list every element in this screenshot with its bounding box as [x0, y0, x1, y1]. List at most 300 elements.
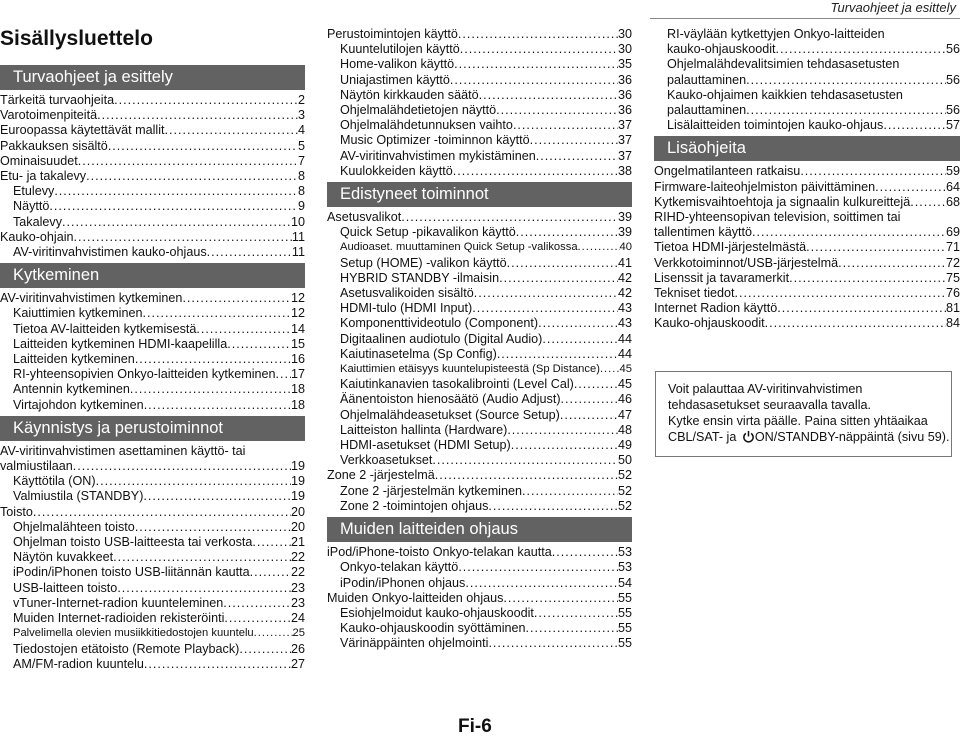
toc-entry-title: Quick Setup -pikavalikon käyttö	[340, 225, 516, 240]
toc-entry-page: 46	[617, 392, 632, 407]
toc-entry-page: 7	[297, 153, 305, 168]
toc-entry-title: Kauko-ohjaimen kaikkien tehdasasetusten	[667, 87, 903, 102]
toc-entry-page: 64	[945, 179, 960, 194]
toc-entry-title: Onkyo-telakan käyttö	[340, 560, 459, 575]
toc-entry-page: 18	[290, 382, 305, 397]
toc-entry[interactable]	[0, 581, 305, 596]
toc-entry-page: 53	[617, 545, 632, 560]
toc-entry-title: Ongelmatilanteen ratkaisu	[654, 164, 801, 179]
dot-leader	[806, 240, 946, 255]
toc-entry-page: 40	[619, 241, 632, 254]
toc-entry[interactable]	[0, 520, 305, 535]
toc-entry-title: Tiedostojen etätoisto (Remote Playback)	[13, 641, 240, 656]
toc-entry-title: HYBRID STANDBY -ilmaisin	[340, 270, 500, 285]
toc-entry-page: 18	[290, 397, 305, 412]
toc-entry-page: 43	[617, 316, 632, 331]
dot-leader	[54, 184, 298, 199]
dot-leader	[578, 240, 620, 255]
toc-entry[interactable]	[0, 535, 305, 550]
toc-entry[interactable]	[0, 489, 305, 504]
note-line: tehdasasetukset seuraavalla tavalla.	[668, 398, 872, 412]
toc-entry-page: 48	[617, 422, 632, 437]
dot-leader	[536, 149, 618, 164]
toc-entry-title: Laitteiden kytkeminen	[13, 352, 135, 367]
toc-entry-page: 9	[297, 199, 305, 214]
toc-entry[interactable]	[0, 565, 305, 580]
reset-note-box	[655, 371, 952, 457]
toc-entry-page: 44	[617, 346, 632, 361]
toc-entry-page: 30	[617, 42, 632, 57]
dot-leader	[474, 286, 618, 301]
dot-leader	[108, 139, 298, 154]
toc-entry-page: 12	[290, 291, 305, 306]
toc-entry-title: Komponenttivideotulo (Component)	[340, 316, 539, 331]
dot-leader	[49, 199, 298, 214]
dot-leader	[522, 484, 618, 499]
toc-entry[interactable]	[327, 332, 632, 347]
toc-entry-page: 59	[945, 164, 960, 179]
toc-entry-title: Etu- ja takalevy	[0, 169, 87, 184]
toc-entry-page: 57	[945, 118, 960, 133]
toc-entry-title: AV-viritinvahvistimen kauko-ohjaus	[13, 245, 207, 260]
toc-entry-title: Toisto	[0, 504, 33, 519]
toc-entry-title: Ominaisuudet	[0, 153, 78, 168]
toc-entry[interactable]	[327, 118, 632, 133]
toc-entry-title: Asetusvalikot	[327, 210, 402, 225]
dot-leader	[458, 560, 618, 575]
toc-entry[interactable]	[0, 337, 305, 352]
note-line: Voit palauttaa AV-viritinvahvistimen	[668, 382, 863, 396]
toc-entry-page: 23	[290, 580, 305, 595]
toc-entry[interactable]	[0, 154, 305, 169]
dot-leader	[503, 591, 618, 606]
dot-leader	[97, 108, 298, 123]
toc-entry[interactable]	[327, 408, 632, 423]
header-rule	[650, 18, 960, 19]
toc-entry[interactable]	[0, 123, 305, 138]
toc-entry-page: 12	[290, 306, 305, 321]
toc-entry-page: 45	[619, 363, 632, 376]
toc-entry-title: RIHD-yhteensopivan television, soittimen tai	[654, 210, 901, 225]
dot-leader	[910, 195, 946, 210]
toc-entry-title: iPodin/iPhonen ohjaus	[340, 575, 466, 590]
dot-leader	[789, 271, 946, 286]
toc-entry-page: 2	[297, 93, 305, 107]
dot-leader	[276, 367, 291, 382]
dot-leader	[513, 118, 618, 133]
toc-entry[interactable]	[0, 352, 305, 367]
toc-entry-title: Laitteiston hallinta (Hardware)	[340, 422, 508, 437]
toc-entry-title: Internet Radion käyttö	[654, 301, 778, 316]
toc-entry[interactable]	[654, 316, 960, 331]
toc-entry[interactable]	[0, 93, 305, 108]
toc-entry-title: Kuuntelutilojen käyttö	[340, 42, 460, 57]
toc-entry-title: Verkkoasetukset	[340, 453, 433, 468]
toc-entry-page: 19	[290, 474, 305, 489]
toc-entry-page: 52	[617, 468, 632, 483]
toc-entry[interactable]	[0, 215, 305, 230]
section-heading: Muiden laitteiden ohjaus	[327, 517, 632, 542]
toc-entry-page: 8	[297, 184, 305, 199]
toc-entry[interactable]	[0, 444, 305, 474]
dot-leader	[117, 581, 291, 596]
toc-entry[interactable]	[327, 271, 632, 286]
toc-entry[interactable]	[0, 291, 305, 306]
dot-leader	[776, 42, 946, 57]
dot-leader	[488, 499, 618, 514]
toc-entry[interactable]	[654, 27, 960, 57]
dot-leader	[227, 337, 291, 352]
toc-entry[interactable]	[654, 256, 960, 271]
dot-leader	[143, 489, 291, 504]
toc-entry-title: Näytön kirkkauden säätö	[340, 87, 479, 102]
toc-entry[interactable]	[0, 139, 305, 154]
toc-entry-title: Ohjelman toisto USB-laitteesta tai verkosta	[13, 535, 253, 550]
toc-entry[interactable]	[327, 88, 632, 103]
dot-leader	[144, 657, 291, 672]
dot-leader	[574, 377, 618, 392]
toc-entry-page: 84	[945, 316, 960, 331]
toc-entry-title: vTuner-Internet-radion kuunteleminen	[13, 595, 224, 610]
dot-leader	[496, 103, 618, 118]
toc-entry[interactable]	[0, 626, 305, 641]
dot-leader	[507, 256, 618, 271]
toc-entry[interactable]	[327, 636, 632, 651]
dot-leader	[542, 332, 618, 347]
toc-entry[interactable]	[0, 199, 305, 214]
dot-leader	[534, 606, 618, 621]
toc-entry[interactable]	[327, 484, 632, 499]
dot-leader	[746, 73, 946, 88]
toc-entry[interactable]	[0, 596, 305, 611]
toc-entry-page: 49	[617, 438, 632, 453]
toc-entry[interactable]	[654, 118, 960, 133]
toc-entry[interactable]	[654, 286, 960, 301]
dot-leader	[254, 626, 293, 641]
toc-entry[interactable]	[0, 657, 305, 672]
note-text: ON/STANDBY-näppäintä (sivu 59).	[754, 430, 950, 444]
toc-column-1	[0, 65, 305, 672]
toc-entry-title: iPod/iPhone-toisto Onkyo-telakan kautta	[327, 545, 552, 560]
toc-entry-title: Kauko-ohjauskoodit	[654, 316, 765, 331]
toc-entry[interactable]	[327, 316, 632, 331]
dot-leader	[511, 438, 618, 453]
dot-leader	[765, 316, 946, 331]
toc-entry-title: Zone 2 -toimintojen ohjaus	[340, 498, 489, 513]
toc-column-3	[654, 27, 960, 332]
toc-entry[interactable]	[327, 560, 632, 575]
toc-entry-page: 20	[290, 519, 305, 534]
toc-entry[interactable]	[327, 499, 632, 514]
toc-entry-title: HDMI-tulo (HDMI Input)	[340, 301, 473, 316]
dot-leader	[401, 210, 618, 225]
toc-entry-title: RI-väylään kytkettyjen Onkyo-laitteiden	[667, 27, 885, 41]
toc-entry[interactable]	[654, 88, 960, 118]
toc-entry-page: 45	[617, 377, 632, 392]
dot-leader	[74, 230, 292, 245]
toc-entry-page: 22	[290, 565, 305, 580]
toc-entry[interactable]	[0, 382, 305, 397]
toc-entry-title: Zone 2 -järjestelmä	[327, 468, 435, 483]
toc-entry[interactable]	[654, 164, 960, 179]
dot-leader	[507, 423, 618, 438]
dot-leader	[488, 636, 618, 651]
dot-leader	[224, 611, 291, 626]
toc-entry-title: Kaiutinasetelma (Sp Config)	[340, 346, 497, 361]
toc-entry[interactable]	[327, 149, 632, 164]
dot-leader	[777, 301, 946, 316]
toc-entry[interactable]	[327, 27, 632, 42]
toc-column-2	[327, 27, 632, 652]
toc-entry[interactable]	[327, 576, 632, 591]
toc-entry[interactable]	[327, 57, 632, 72]
page-title: Sisällysluettelo	[0, 27, 153, 50]
note-line	[668, 429, 951, 445]
toc-entry-title: Näytön kuvakkeet	[13, 550, 114, 565]
toc-entry-page: 53	[617, 560, 632, 575]
dot-leader	[62, 215, 291, 230]
toc-entry-title: iPodin/iPhonen toisto USB-liitännän kautta	[13, 565, 250, 580]
toc-entry-page: 11	[291, 245, 305, 260]
toc-entry-title: Äänentoiston hienosäätö (Audio Adjust)	[340, 392, 561, 407]
toc-entry-title: Perustoimintojen käyttö	[327, 27, 458, 41]
toc-entry-page: 17	[290, 367, 305, 382]
dot-leader	[875, 180, 946, 195]
toc-entry[interactable]	[0, 245, 305, 260]
dot-leader	[746, 103, 946, 118]
toc-entry[interactable]	[327, 392, 632, 407]
dot-leader	[526, 621, 618, 636]
page-number: Fi-6	[458, 716, 492, 736]
dot-leader	[130, 382, 291, 397]
toc-entry[interactable]	[327, 164, 632, 179]
toc-entry-page: 16	[290, 352, 305, 367]
dot-leader	[135, 352, 291, 367]
dot-leader	[752, 225, 946, 240]
section-heading: Kytkeminen	[0, 263, 305, 288]
toc-entry[interactable]	[0, 367, 305, 382]
toc-entry-page: 55	[617, 636, 632, 651]
toc-entry[interactable]	[327, 621, 632, 636]
toc-entry-page: 56	[945, 103, 960, 118]
toc-entry[interactable]	[327, 225, 632, 240]
toc-entry-page: 43	[617, 301, 632, 316]
toc-entry-title: Kuulokkeiden käyttö	[340, 163, 453, 178]
dot-leader	[135, 520, 291, 535]
toc-entry-title: Valmiustila (STANDBY)	[13, 489, 144, 504]
toc-entry-title: HDMI-asetukset (HDMI Setup)	[340, 438, 511, 453]
toc-entry-title: Kauko-ohjain	[0, 229, 74, 244]
toc-entry-page: 47	[617, 407, 632, 422]
toc-entry[interactable]	[327, 240, 632, 255]
toc-entry-title: Ohjelmalähdevalitsimien tehdasasetusten	[667, 57, 900, 72]
toc-entry[interactable]	[327, 591, 632, 606]
toc-entry[interactable]	[654, 57, 960, 87]
dot-leader	[458, 27, 618, 42]
toc-entry[interactable]	[0, 322, 305, 337]
toc-entry-page: 39	[617, 225, 632, 240]
toc-entry[interactable]	[327, 545, 632, 560]
toc-entry[interactable]	[0, 169, 305, 184]
toc-entry-page: 54	[617, 575, 632, 590]
toc-entry-page: 41	[617, 255, 632, 270]
toc-entry-page: 71	[945, 240, 960, 255]
toc-entry-title: Music Optimizer -toiminnon käyttö	[340, 133, 530, 148]
toc-entry-page: 36	[617, 72, 632, 87]
toc-entry-page: 15	[290, 336, 305, 351]
toc-entry-page: 42	[617, 286, 632, 301]
dot-leader	[435, 468, 618, 483]
toc-entry-title: Kaiuttimien etäisyys kuuntelupisteestä (Sp Distance)	[340, 363, 600, 376]
toc-entry[interactable]	[327, 423, 632, 438]
dot-leader	[472, 301, 618, 316]
toc-entry[interactable]	[0, 306, 305, 321]
toc-entry[interactable]	[654, 301, 960, 316]
toc-entry-page: 68	[945, 194, 960, 209]
toc-entry[interactable]	[0, 642, 305, 657]
dot-leader	[530, 133, 618, 148]
dot-leader	[479, 88, 618, 103]
toc-entry[interactable]	[0, 398, 305, 413]
toc-entry-page: 21	[290, 535, 305, 550]
toc-entry-title: AV-viritinvahvistimen asettaminen käyttö- tai	[0, 443, 246, 458]
toc-entry-page: 39	[617, 210, 632, 225]
toc-entry-page: 25	[292, 627, 305, 640]
toc-entry[interactable]	[0, 474, 305, 489]
toc-entry-title: Tietoa HDMI-järjestelmästä	[654, 240, 807, 255]
toc-entry-page: 27	[290, 656, 305, 671]
toc-entry-title: Tärkeitä turvaohjeita	[0, 93, 115, 107]
dot-leader	[538, 316, 618, 331]
toc-entry-page: 3	[297, 108, 305, 123]
toc-entry-page: 69	[945, 225, 960, 240]
toc-entry-title: Varotoimenpiteitä	[0, 108, 98, 123]
dot-leader	[96, 474, 291, 489]
toc-entry[interactable]	[327, 42, 632, 57]
running-header: Turvaohjeet ja esittely	[830, 0, 956, 15]
dot-leader	[450, 73, 618, 88]
toc-entry-title: Asetusvalikoiden sisältö	[340, 286, 474, 301]
dot-leader	[182, 291, 291, 306]
toc-entry-page: 36	[617, 87, 632, 102]
dot-leader	[453, 164, 618, 179]
dot-leader	[73, 459, 291, 474]
toc-entry-page: 10	[290, 214, 305, 229]
toc-entry[interactable]	[327, 377, 632, 392]
dot-leader	[78, 154, 298, 169]
toc-entry-title: Tietoa AV-laitteiden kytkemisestä	[13, 321, 197, 336]
dot-leader	[113, 550, 291, 565]
toc-entry-title-cont: kauko-ohjauskoodit	[667, 42, 776, 57]
toc-entry-page: 35	[617, 57, 632, 72]
toc-entry[interactable]	[654, 180, 960, 195]
toc-entry-title: Verkkotoiminnot/USB-järjestelmä	[654, 255, 839, 270]
toc-entry-title: Värinäppäinten ohjelmointi	[340, 636, 489, 651]
toc-entry-title: Kytkemisvaihtoehtoja ja signaalin kulkureittejä	[654, 194, 911, 209]
toc-entry-page: 30	[617, 27, 632, 41]
toc-entry-title-cont: valmiustilaan	[0, 459, 73, 474]
toc-entry-title: Digitaalinen audiotulo (Digital Audio)	[340, 331, 543, 346]
toc-entry[interactable]	[327, 133, 632, 148]
toc-entry-title: Etulevy	[13, 184, 55, 199]
dot-leader	[432, 453, 618, 468]
toc-entry-title: Muiden Internet-radioiden rekisteröinti	[13, 611, 225, 626]
toc-entry-title: Zone 2 -järjestelmän kytkeminen	[340, 483, 522, 498]
toc-entry[interactable]	[654, 271, 960, 286]
dot-leader	[454, 57, 618, 72]
dot-leader	[800, 164, 946, 179]
toc-entry[interactable]	[327, 438, 632, 453]
toc-entry[interactable]	[327, 73, 632, 88]
toc-entry-title: Home-valikon käyttö	[340, 57, 455, 72]
toc-entry-title: Ohjelmalähteen toisto	[13, 519, 135, 534]
toc-entry-page: 37	[617, 148, 632, 163]
toc-entry-page: 8	[297, 169, 305, 184]
toc-entry-page: 55	[617, 590, 632, 605]
section-heading: Edistyneet toiminnot	[327, 182, 632, 207]
toc-entry[interactable]	[327, 468, 632, 483]
dot-leader	[460, 42, 618, 57]
toc-entry[interactable]	[327, 453, 632, 468]
toc-entry-page: 44	[617, 331, 632, 346]
dot-leader	[497, 347, 618, 362]
section-heading: Käynnistys ja perustoiminnot	[0, 416, 305, 441]
toc-entry[interactable]	[327, 347, 632, 362]
toc-entry[interactable]	[327, 606, 632, 621]
toc-entry[interactable]	[327, 210, 632, 225]
dot-leader	[499, 271, 618, 286]
power-icon	[742, 430, 755, 443]
toc-entry-title: Kauko-ohjauskoodin syöttäminen	[340, 621, 526, 636]
toc-entry-page: 4	[297, 123, 305, 138]
toc-entry-title: Käyttötila (ON)	[13, 474, 96, 489]
section-heading: Turvaohjeet ja esittely	[0, 65, 305, 90]
toc-entry-page: 23	[290, 595, 305, 610]
toc-entry[interactable]	[654, 210, 960, 240]
toc-entry[interactable]	[654, 240, 960, 255]
toc-entry[interactable]	[0, 611, 305, 626]
toc-entry-title: Pakkauksen sisältö	[0, 138, 108, 153]
toc-entry[interactable]	[327, 103, 632, 118]
toc-entry[interactable]	[654, 195, 960, 210]
toc-entry-title: Palvelimella olevien musiikkitiedostojen kuuntelu	[13, 627, 254, 640]
toc-entry-page: 81	[945, 301, 960, 316]
toc-entry-title: Laitteiden kytkeminen HDMI-kaapelilla	[13, 336, 228, 351]
toc-entry[interactable]	[327, 301, 632, 316]
toc-entry[interactable]	[0, 505, 305, 520]
dot-leader	[239, 642, 291, 657]
toc-entry[interactable]	[0, 184, 305, 199]
toc-entry-page: 37	[617, 118, 632, 133]
toc-entry[interactable]	[0, 550, 305, 565]
note-text: CBL/SAT- ja	[668, 430, 740, 444]
dot-leader	[560, 408, 618, 423]
toc-entry-page: 38	[617, 163, 632, 178]
dot-leader	[196, 322, 291, 337]
toc-entry-title: Ohjelmalähdetietojen näyttö	[340, 103, 497, 118]
toc-entry[interactable]	[0, 230, 305, 245]
toc-entry[interactable]	[0, 108, 305, 123]
toc-entry[interactable]	[327, 286, 632, 301]
toc-entry[interactable]	[327, 256, 632, 271]
toc-entry[interactable]	[327, 362, 632, 377]
toc-entry-title: Antennin kytkeminen	[13, 382, 130, 397]
toc-entry-title-cont: palauttaminen	[667, 72, 747, 87]
toc-entry-title: Lisälaitteiden toimintojen kauko-ohjaus	[667, 118, 884, 133]
toc-entry-title: Audioaset. muuttaminen Quick Setup -valikossa	[340, 241, 578, 254]
dot-leader	[143, 306, 291, 321]
toc-entry-title: RI-yhteensopivien Onkyo-laitteiden kytkeminen	[13, 367, 276, 382]
